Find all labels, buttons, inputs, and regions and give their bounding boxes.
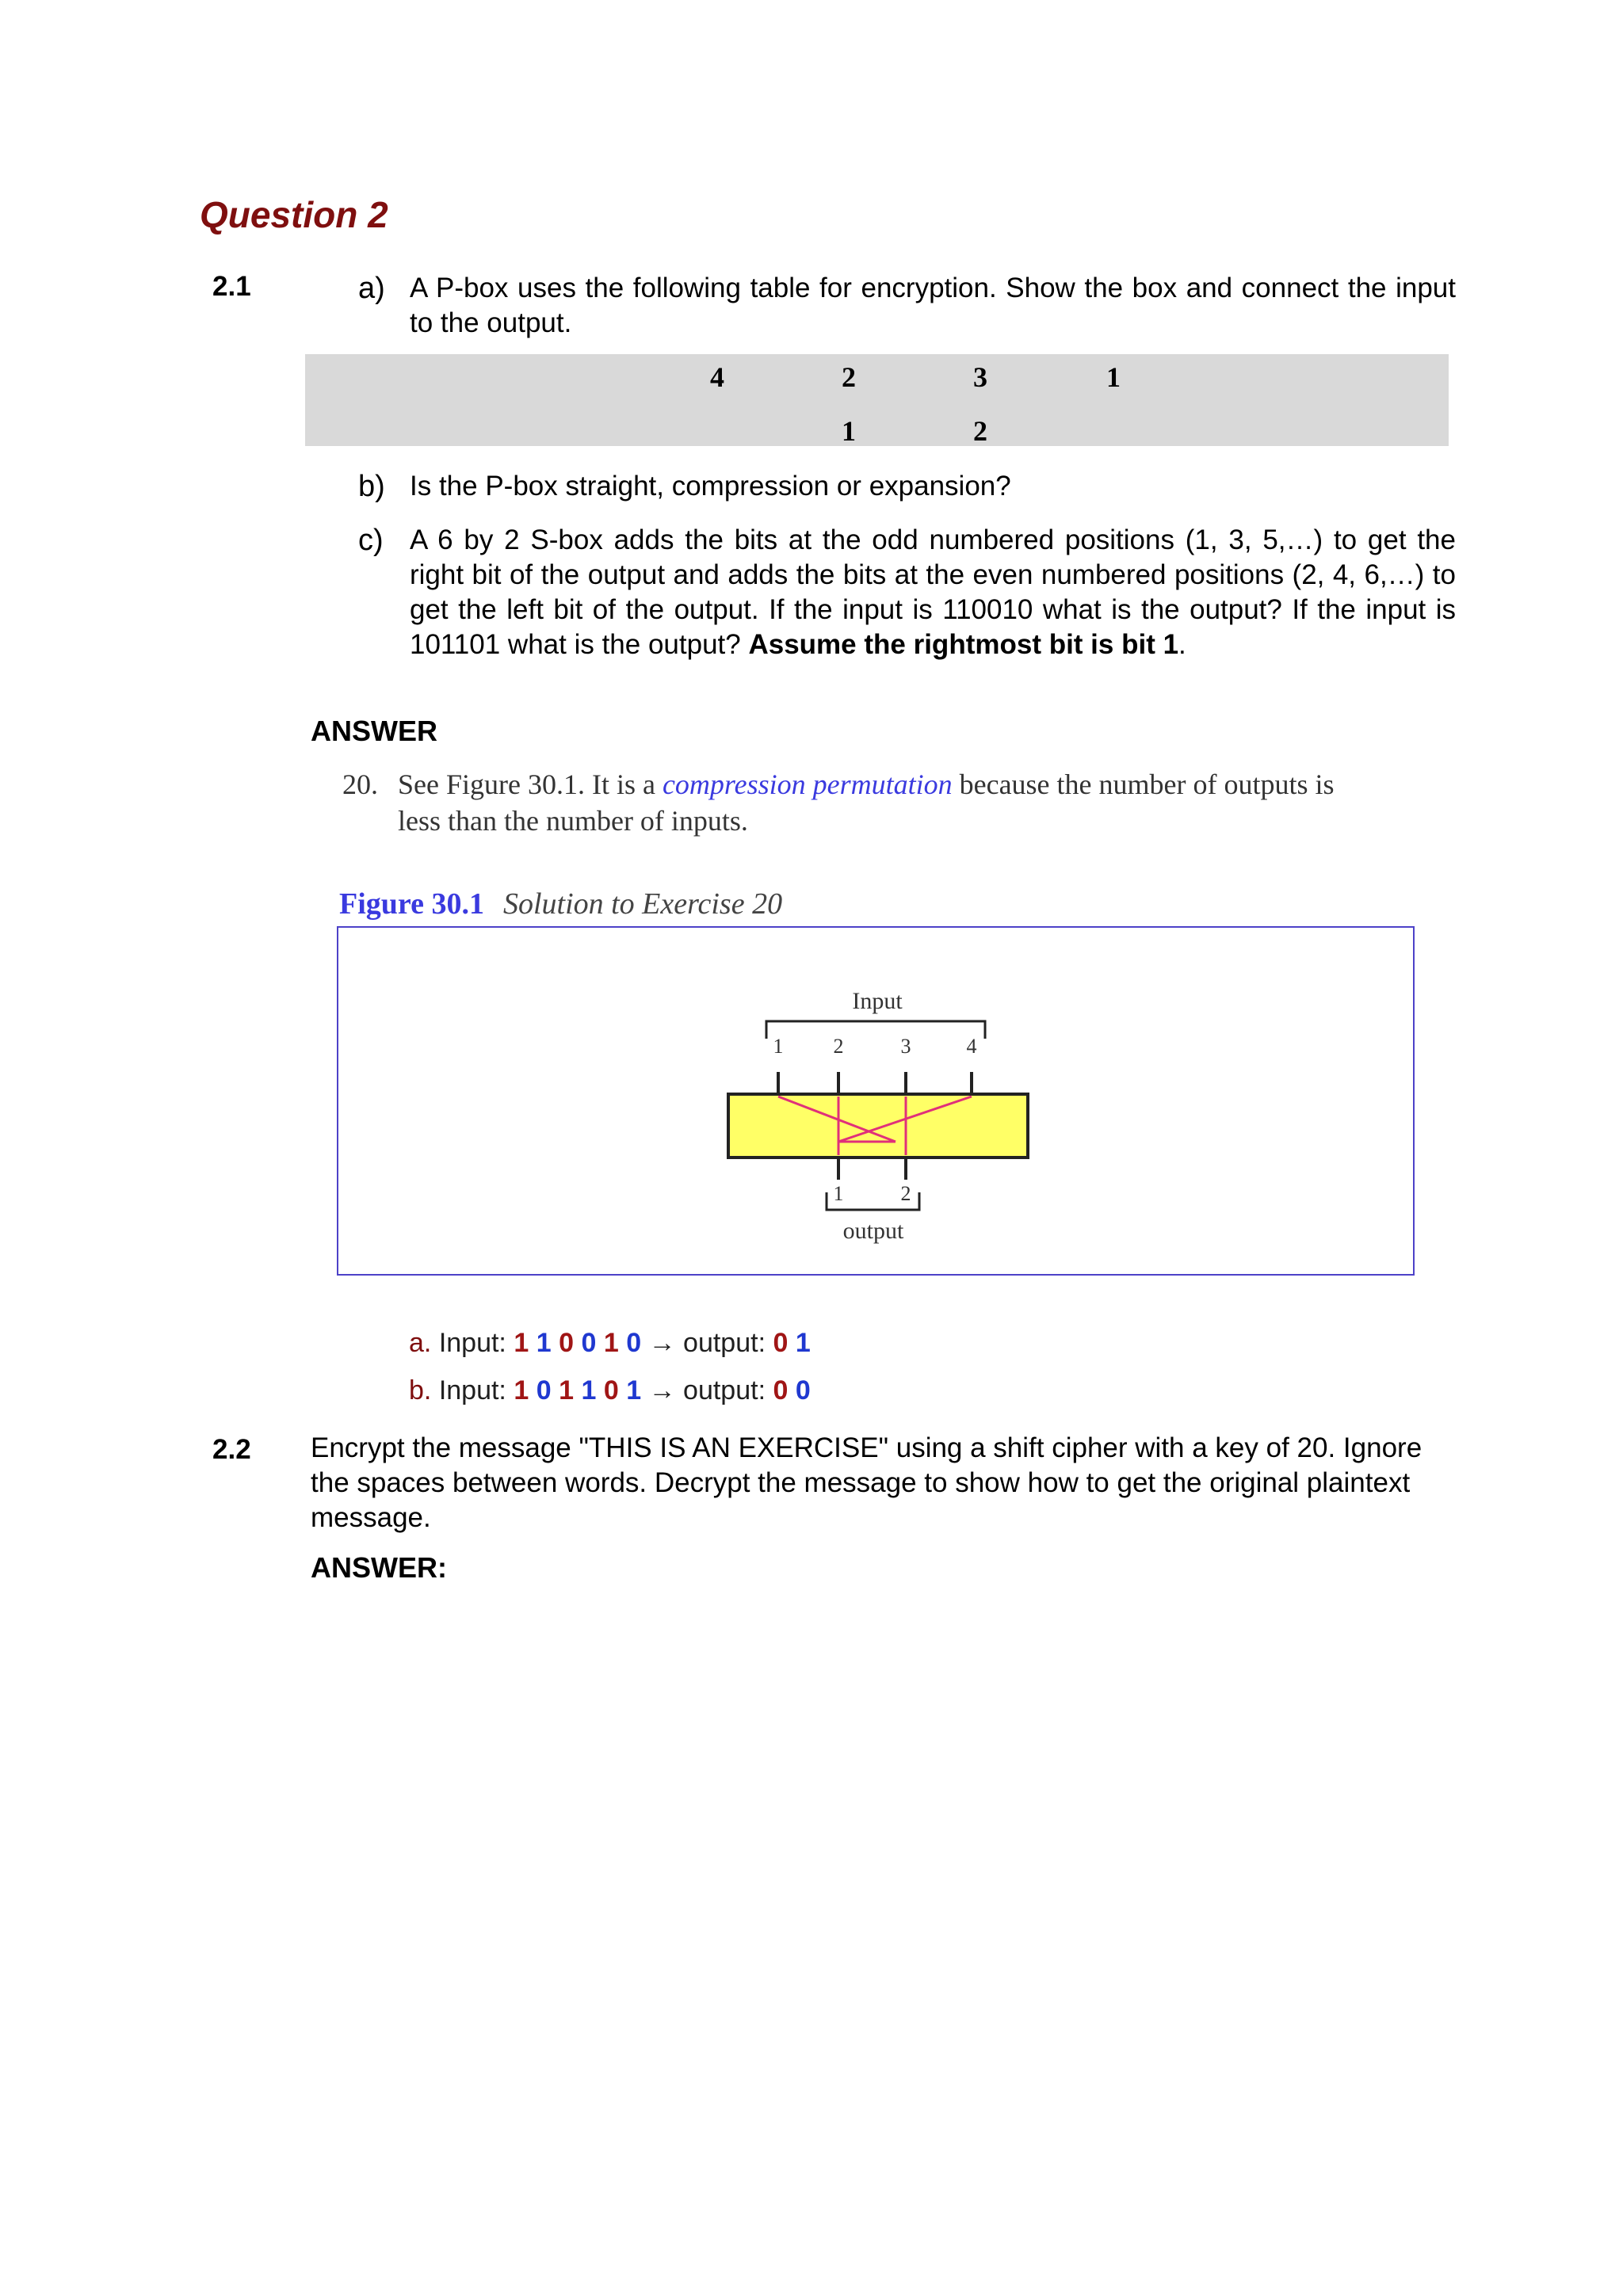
section-2-2-text: Encrypt the message "THIS IS AN EXERCISE" using a shift cipher with a key of 20. Ignore the spaces between words. Decrypt the message to show how to get the original plaintext message. [311, 1432, 1423, 1533]
result-a: a. Input: 1 1 0 0 1 0 → output: 0 1 [409, 1328, 811, 1358]
pbox-rectangle [728, 1094, 1028, 1158]
item-b-marker: b) [358, 470, 385, 503]
output-number: 1 [833, 1182, 844, 1205]
result-b: b. Input: 1 0 1 1 0 1 → output: 0 0 [409, 1375, 811, 1405]
item-c-bold: Assume the rightmost bit is bit 1 [748, 629, 1179, 660]
excerpt-line-1: See Figure 30.1. It is a compression permutation because the number of outputs is [398, 769, 1335, 800]
item-a-marker: a) [358, 272, 385, 305]
answer-label-2-2: ANSWER: [311, 1551, 447, 1584]
table-cell: 1 [1106, 361, 1121, 393]
output-label: output [842, 1218, 904, 1244]
question-title: Question 2 [200, 194, 388, 235]
figure-box [337, 926, 1415, 1276]
input-number: 3 [900, 1035, 911, 1058]
item-c-text: A 6 by 2 S-box adds the bits at the odd numbered positions (1, 3, 5,…) to get the right bit of the output and adds the bits at the even numbered positions (2, 4, 6,…) to get the left bit of the output. If the input is 110010 what is the output? If the input is 101101 what is the output? Assume the rightmost bit is bit 1. [410, 524, 1456, 660]
item-b-text: Is the P-box straight, compression or expansion? [410, 471, 1011, 502]
item-a-text: A P-box uses the following table for encryption. Show the box and connect the input to the output. [410, 273, 1456, 338]
section-number-2-1: 2.1 [212, 271, 251, 302]
item-c-marker: c) [358, 524, 384, 557]
answer-label-2-1: ANSWER [311, 715, 437, 747]
exercise-number: 20. [342, 769, 378, 800]
excerpt-line-2: less than the number of inputs. [398, 805, 748, 837]
pbox-table [305, 354, 1449, 446]
table-cell: 4 [710, 361, 724, 393]
input-label: Input [852, 988, 903, 1014]
input-number: 1 [773, 1035, 784, 1058]
table-cell: 2 [973, 415, 987, 447]
term-compression-permutation: compression permutation [662, 769, 953, 800]
table-cell: 1 [842, 415, 856, 447]
input-number: 2 [833, 1035, 844, 1058]
output-number: 2 [900, 1182, 911, 1205]
figure-caption: Figure 30.1 Solution to Exercise 20 [339, 887, 783, 921]
section-number-2-2: 2.2 [212, 1434, 251, 1465]
table-cell: 3 [973, 361, 987, 393]
table-cell: 2 [842, 361, 856, 393]
input-number: 4 [966, 1035, 977, 1058]
input-bracket [766, 1021, 985, 1039]
pbox-diagram [338, 928, 1413, 1274]
